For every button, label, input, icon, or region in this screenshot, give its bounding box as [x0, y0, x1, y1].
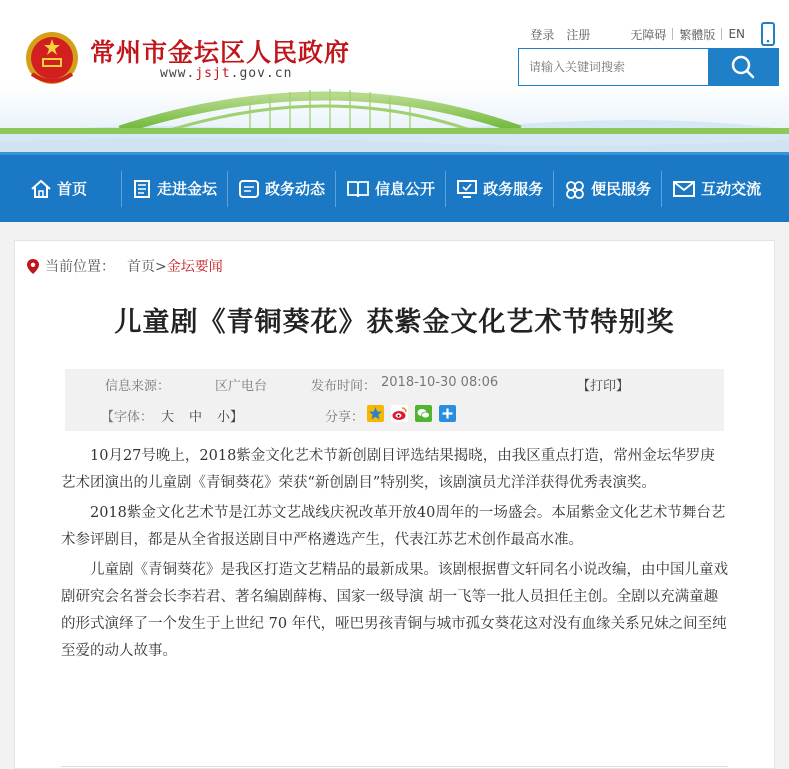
source-label: 信息来源： [105, 379, 171, 394]
breadcrumb-prefix: 当前位置： [45, 259, 115, 275]
site-url: www.jsjt.gov.cn [160, 66, 293, 81]
content-wrapper [0, 222, 789, 769]
nav-item-home[interactable]: 首页 [30, 155, 87, 222]
mail-icon [672, 180, 696, 198]
breadcrumb-current-link[interactable]: 金坛要闻 [166, 259, 223, 275]
open-book-icon [346, 179, 370, 199]
font-size-label: 【字体： [101, 410, 154, 425]
font-large-button[interactable]: 大 [161, 410, 175, 425]
search-button[interactable] [708, 49, 778, 85]
search-icon [730, 54, 756, 80]
book-icon [132, 179, 152, 199]
share-buttons [367, 405, 459, 422]
nav-item-about[interactable]: 走进金坛 [132, 155, 217, 222]
site-title: 常州市金坛区人民政府 [90, 38, 351, 67]
accessible-link[interactable]: 无障碍 [630, 27, 667, 42]
divider [61, 766, 728, 767]
wechat-share-icon[interactable] [415, 405, 432, 422]
nav-item-gov-service[interactable]: 政务服务 [456, 155, 543, 222]
nav-item-info[interactable]: 信息公开 [346, 155, 435, 222]
main-nav [0, 152, 789, 222]
nav-item-interact[interactable]: 互动交流 [672, 155, 761, 222]
breadcrumb [27, 241, 728, 276]
time-value: 2018-10-30 08:06 [381, 375, 499, 390]
article-meta [65, 369, 724, 431]
article-paragraph: 儿童剧《青铜葵花》是我区打造文艺精品的最新成果。该剧根据曹文轩同名小说改编，由中国儿童戏剧研究会名誉会长李若君、著名编剧薛梅、国家一级导演 胡一飞等一批人员担任主创。全剧以充满童趣的形式演绎了一个发生于上世纪 70 年代，哑巴男孩青铜与城市孤女葵花这对没有血缘关系兄妹之间至纯至爱的动人故事。 [61, 562, 728, 659]
weibo-share-icon[interactable] [391, 405, 408, 422]
nav-item-public-service[interactable]: 便民服务 [564, 155, 651, 222]
article-title: 儿童剧《青铜葵花》获紫金文化艺术节特别奖 [114, 307, 675, 338]
share-label: 分享： [325, 410, 365, 425]
font-small-button[interactable]: 小】 [217, 410, 244, 425]
english-link[interactable]: EN [728, 27, 745, 41]
home-icon [30, 179, 52, 199]
nav-divider [227, 171, 228, 207]
breadcrumb-home-link[interactable]: 首页> [127, 259, 167, 275]
search-box [518, 48, 779, 86]
font-medium-button[interactable]: 中 [189, 410, 203, 425]
location-pin-icon [27, 259, 39, 274]
search-input[interactable] [519, 49, 708, 85]
qzone-share-icon[interactable] [367, 405, 384, 422]
monitor-icon [456, 179, 478, 199]
more-share-icon[interactable] [439, 405, 456, 422]
login-link[interactable]: 登录 [530, 27, 555, 42]
top-links [524, 22, 775, 46]
nav-divider [121, 171, 122, 207]
article-paragraph: 10月27号晚上，2018紫金文化艺术节新创剧目评选结果揭晓，由我区重点打造，常州金坛华罗庚艺术团演出的儿童剧《青铜葵花》荣获“新创剧目”特别奖，该剧演员尤洋洋获得优秀表演奖。 [61, 448, 715, 491]
nav-divider [335, 171, 336, 207]
source-value: 区广电台 [215, 379, 268, 394]
nav-divider [553, 171, 554, 207]
article-panel [14, 240, 775, 769]
article-body [61, 443, 728, 665]
traditional-link[interactable]: 繁體版 [679, 27, 716, 42]
news-icon [238, 179, 260, 199]
site-header [0, 0, 789, 152]
time-label: 发布时间： [311, 379, 377, 394]
mobile-icon[interactable] [761, 22, 775, 46]
nav-divider [445, 171, 446, 207]
nav-item-news[interactable]: 政务动态 [238, 155, 325, 222]
register-link[interactable]: 注册 [566, 27, 591, 42]
nav-divider [661, 171, 662, 207]
print-button[interactable]: 【打印】 [577, 379, 630, 394]
national-emblem-icon [24, 30, 80, 88]
service-icon [564, 179, 586, 199]
article-paragraph: 2018紫金文化艺术节是江苏文艺战线庆祝改革开放40周年的一场盛会。本届紫金文化艺术节舞台艺术参评剧目，都是从全省报送剧目中严格遴选产生，代表江苏艺术创作最高水准。 [61, 505, 726, 548]
